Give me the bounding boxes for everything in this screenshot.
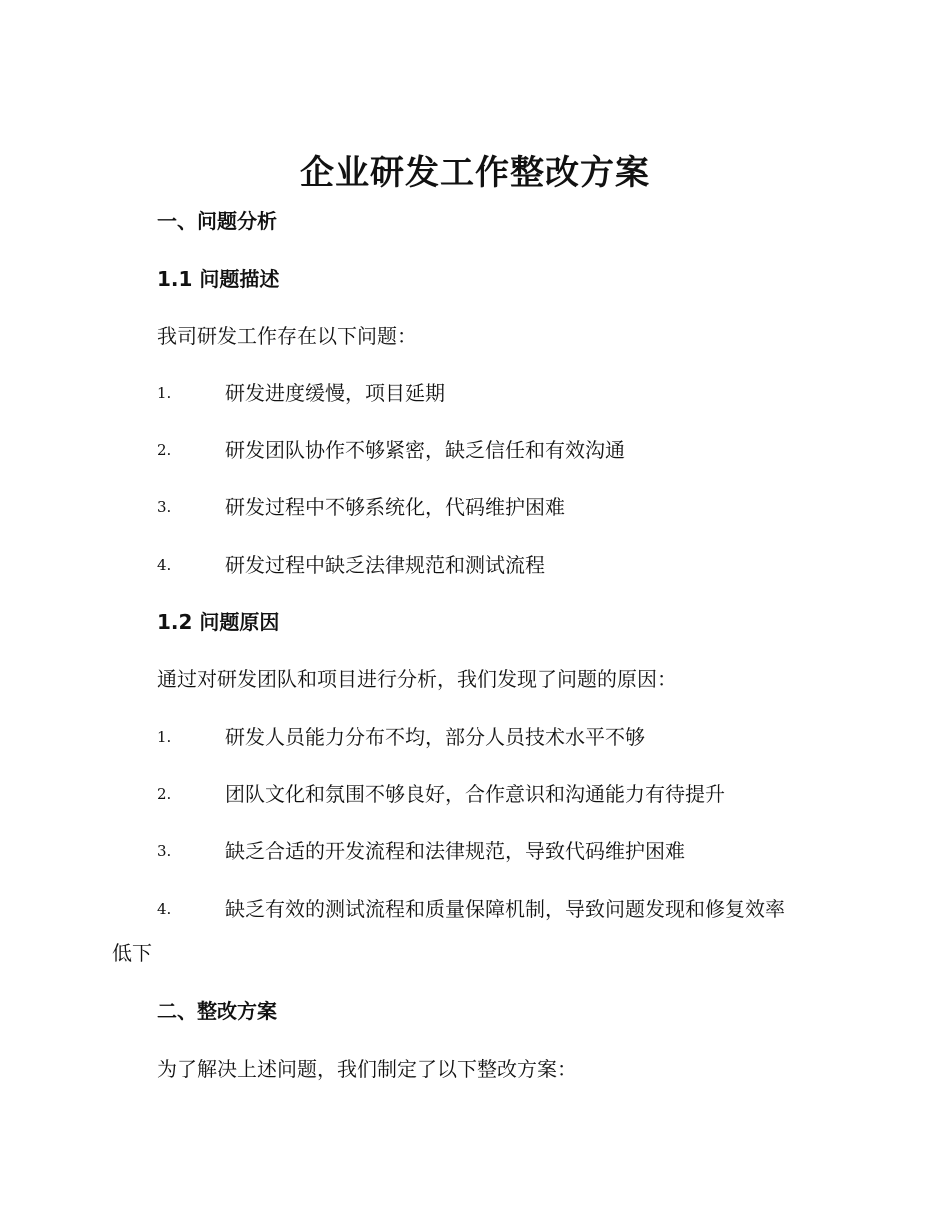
problem-causes-intro: 通过对研发团队和项目进行分析，我们发现了问题的原因： xyxy=(157,667,677,691)
document-title: 企业研发工作整改方案 xyxy=(300,153,650,193)
list-item-number: 4. xyxy=(157,900,172,918)
list-item-text: 研发过程中不够系统化，代码维护困难 xyxy=(225,495,565,519)
list-item-number: 2. xyxy=(157,785,172,803)
list-item xyxy=(0,435,950,465)
list-item-number: 3. xyxy=(157,842,172,860)
list-item xyxy=(0,836,950,866)
list-item xyxy=(0,550,950,580)
list-item xyxy=(0,779,950,809)
list-item xyxy=(0,722,950,752)
list-item xyxy=(0,378,950,408)
list-item-number: 1. xyxy=(157,728,172,746)
list-item-text: 缺乏有效的测试流程和质量保障机制，导致问题发现和修复效率 xyxy=(225,897,785,921)
list-item-text: 缺乏合适的开发流程和法律规范，导致代码维护困难 xyxy=(225,839,685,863)
list-item-text: 团队文化和氛围不够良好，合作意识和沟通能力有待提升 xyxy=(225,782,725,806)
list-item-number: 1. xyxy=(157,384,172,402)
subsection-heading-problem-causes: 1.2 问题原因 xyxy=(157,610,280,634)
list-item-number: 3. xyxy=(157,498,172,516)
list-item-text: 研发人员能力分布不均，部分人员技术水平不够 xyxy=(225,725,645,749)
list-item-text: 研发过程中缺乏法律规范和测试流程 xyxy=(225,553,545,577)
list-item-text-continuation: 低下 xyxy=(112,941,152,965)
list-item xyxy=(0,492,950,522)
section-heading-problem-analysis: 一、问题分析 xyxy=(157,209,277,233)
problem-description-intro: 我司研发工作存在以下问题： xyxy=(157,324,417,348)
list-item xyxy=(0,894,950,974)
list-item-text: 研发团队协作不够紧密，缺乏信任和有效沟通 xyxy=(225,438,625,462)
list-item-number: 4. xyxy=(157,556,172,574)
list-item-number: 2. xyxy=(157,441,172,459)
rectification-plan-intro: 为了解决上述问题，我们制定了以下整改方案： xyxy=(157,1057,577,1081)
subsection-heading-problem-description: 1.1 问题描述 xyxy=(157,267,280,291)
section-heading-rectification-plan: 二、整改方案 xyxy=(157,999,277,1023)
list-item-text: 研发进度缓慢，项目延期 xyxy=(225,381,445,405)
